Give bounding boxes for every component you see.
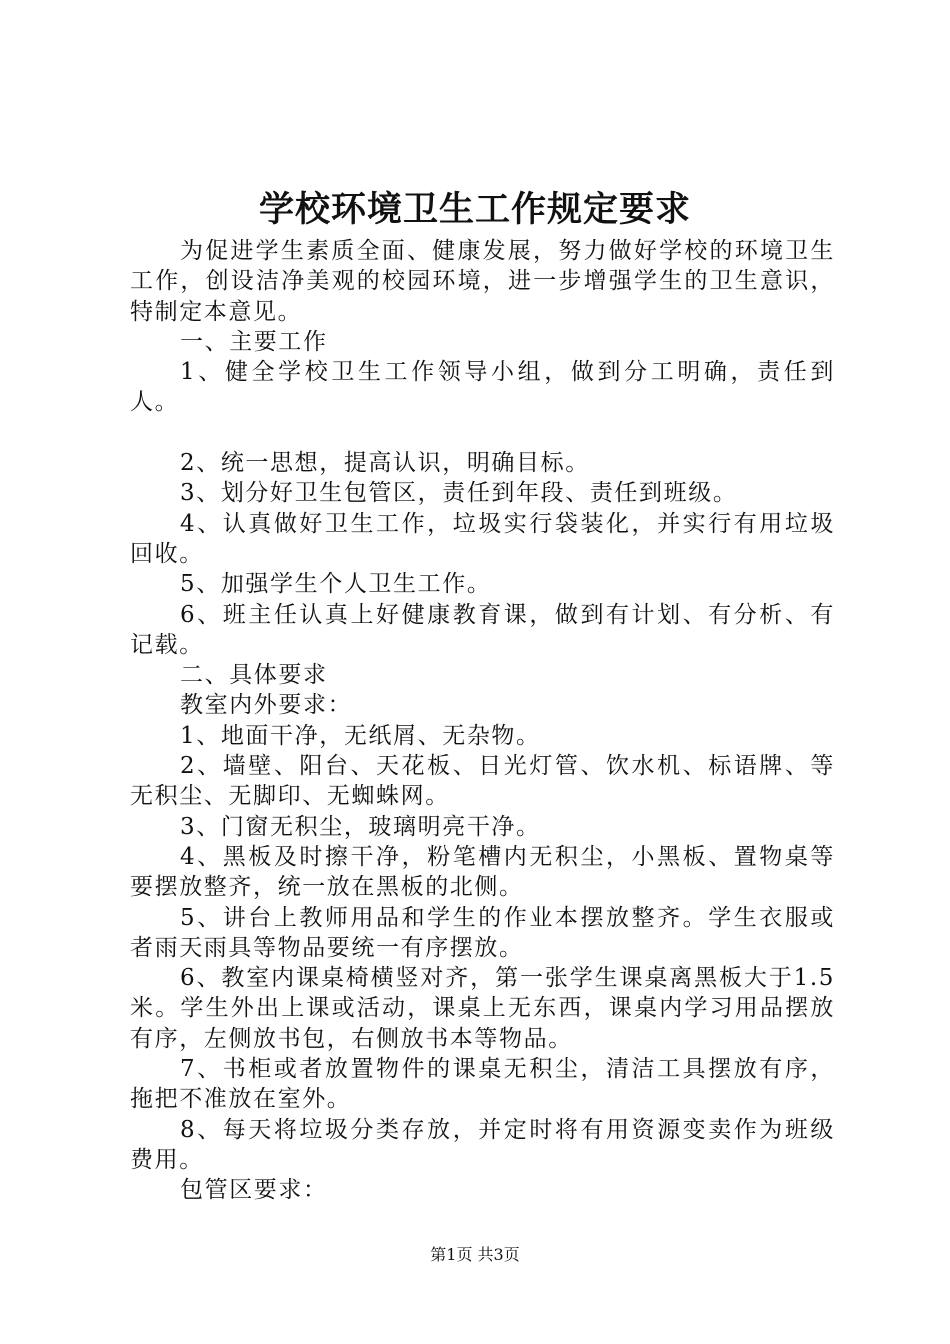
list-item: 5、加强学生个人卫生工作。 <box>180 571 492 598</box>
list-item: 2、统一思想，提高认识，明确目标。 <box>180 450 590 477</box>
page-footer: 第1页 共3页 <box>430 1245 520 1264</box>
section-heading-main-work: 一、主要工作 <box>180 328 328 355</box>
list-item: 1、健全学校卫生工作领导小组，做到分工明确，责任到人。 <box>130 359 835 416</box>
document-title: 学校环境卫生工作规定要求 <box>258 189 691 230</box>
list-item: 5、讲台上教师用品和学生的作业本摆放整齐。学生衣服或者雨天雨具等物品要统一有序摆放。 <box>130 904 835 961</box>
intro-paragraph: 为促进学生素质全面、健康发展，努力做好学校的环境卫生工作，创设洁净美观的校园环境，进一步增强学生的卫生意识，特制定本意见。 <box>130 238 835 325</box>
document-body <box>130 236 835 1206</box>
list-item: 3、门窗无积尘，玻璃明亮干净。 <box>180 813 541 840</box>
list-item: 8、每天将垃圾分类存放，并定时将有用资源变卖作为班级费用。 <box>130 1116 835 1173</box>
list-item: 6、班主任认真上好健康教育课，做到有计划、有分析、有记载。 <box>130 601 835 658</box>
section-heading-requirements: 二、具体要求 <box>180 662 328 689</box>
subsection-heading-area: 包管区要求： <box>180 1177 328 1204</box>
list-item: 4、黑板及时擦干净，粉笔槽内无积尘，小黑板、置物桌等要摆放整齐，统一放在黑板的北侧。 <box>130 843 835 901</box>
list-item: 1、地面干净，无纸屑、无杂物。 <box>180 722 541 749</box>
subsection-heading-classroom: 教室内外要求： <box>180 692 353 719</box>
list-item: 4、认真做好卫生工作，垃圾实行袋装化，并实行有用垃圾回收。 <box>130 510 835 567</box>
list-item: 7、书柜或者放置物件的课桌无积尘，清洁工具摆放有序，拖把不准放在室外。 <box>130 1056 835 1113</box>
list-item: 3、划分好卫生包管区，责任到年段、责任到班级。 <box>180 480 738 507</box>
list-item: 2、墙壁、阳台、天花板、日光灯管、饮水机、标语牌、等无积尘、无脚印、无蜘蛛网。 <box>130 753 835 810</box>
list-item: 6、教室内课桌椅横竖对齐，第一张学生课桌离黑板大于1.5米。学生外出上课或活动，课桌上无东西，课桌内学习用品摆放有序，左侧放书包，右侧放书本等物品。 <box>130 965 835 1052</box>
